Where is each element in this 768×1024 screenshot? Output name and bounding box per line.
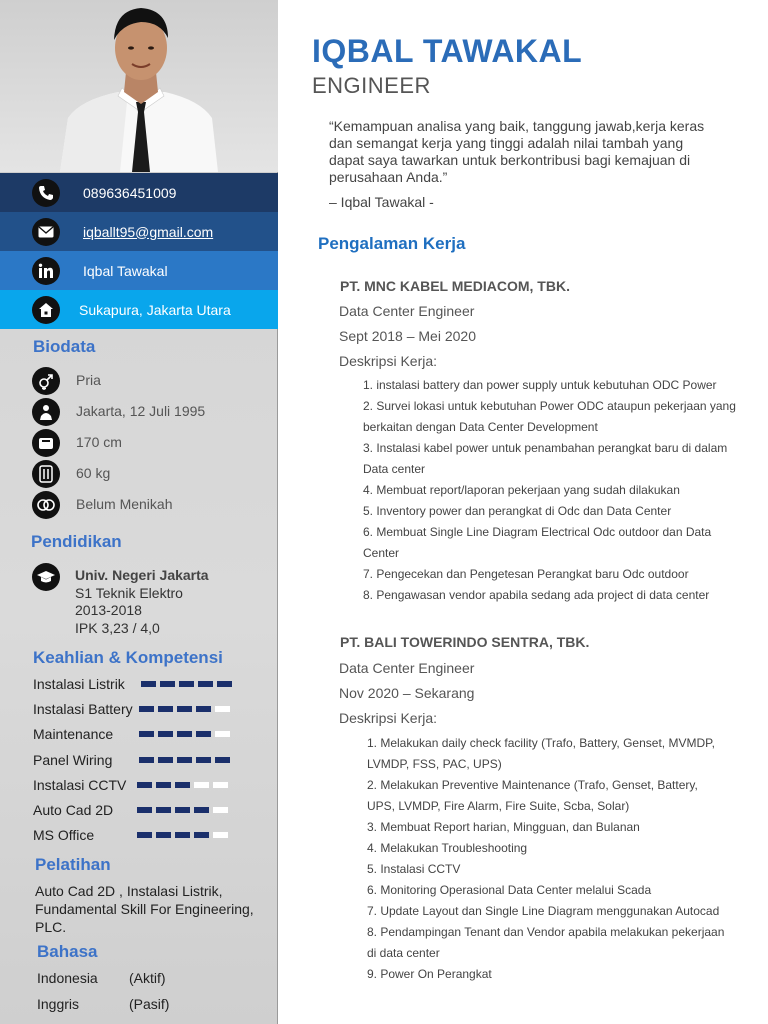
skill-name: Auto Cad 2D [33, 802, 114, 818]
skill-name: Instalasi CCTV [33, 777, 127, 793]
skill-level-bar [137, 832, 228, 838]
job-task: 2. Melakukan Preventive Maintenance (Trafo, Genset, Battery, UPS, LVMDP, Fire Alarm, Fire Suite, Scba, Solar) [367, 778, 698, 813]
linkedin-name: Iqbal Tawakal [83, 262, 168, 279]
job-task: 5. Instalasi CCTV [367, 862, 461, 876]
job-task: 3. Instalasi kabel power untuk penambahan perangkat baru di dalam Data center [363, 441, 728, 476]
skill-segment-filled [139, 731, 154, 737]
skill-level-bar [137, 782, 228, 788]
skill-level-bar [137, 807, 228, 813]
contact-email[interactable] [0, 212, 278, 251]
ruler-icon [32, 429, 60, 457]
education-entry [32, 563, 209, 636]
job-task: 4. Membuat report/laporan pekerjaan yang sudah dilakukan [363, 483, 680, 497]
job-task: 9. Power On Perangkat [367, 967, 492, 981]
skill-name: Panel Wiring [33, 752, 113, 768]
skill-segment-empty [213, 782, 228, 788]
skill-segment-filled [156, 807, 171, 813]
skills-title: Keahlian & Kompetensi [33, 648, 223, 667]
skill-segment-empty [213, 832, 228, 838]
skill-segment-filled [137, 782, 152, 788]
rings-icon [32, 491, 60, 519]
skill-segment-filled [215, 757, 230, 763]
education-major: S1 Teknik Elektro [75, 584, 183, 601]
training-text: Auto Cad 2D , Instalasi Listrik, Fundamental Skill For Engineering, PLC. [35, 883, 254, 935]
education-university: Univ. Negeri Jakarta [75, 567, 209, 583]
skill-segment-filled [196, 706, 211, 712]
language-name: Indonesia [37, 970, 98, 986]
skill-segment-filled [158, 757, 173, 763]
job-task: 8. Pendampingan Tenant dan Vendor apabila melakukan pekerjaan di data center [367, 925, 725, 960]
skill-name: Maintenance [33, 726, 114, 742]
job-task-list [367, 733, 727, 985]
skill-segment-filled [175, 782, 190, 788]
skill-segment-filled [175, 832, 190, 838]
job-task: 7. Update Layout dan Single Line Diagram menggunakan Autocad [367, 904, 720, 918]
job-task: 2. Survei lokasi untuk kebutuhan Power ODC ataupun pekerjaan yang berkaitan dengan Data Center Development [363, 399, 736, 434]
skill-segment-filled [196, 757, 211, 763]
contact-linkedin[interactable] [0, 251, 278, 290]
skill-segment-filled [156, 832, 171, 838]
training-title: Pelatihan [35, 855, 111, 874]
skill-segment-filled [198, 681, 213, 687]
skill-segment-filled [160, 681, 175, 687]
phone-icon [32, 179, 60, 207]
skill-segment-filled [177, 731, 192, 737]
job-task: 3. Membuat Report harian, Mingguan, dan Bulanan [367, 820, 640, 834]
job-company: PT. MNC KABEL MEDIACOM, TBK. [340, 278, 570, 294]
skill-segment-filled [177, 706, 192, 712]
skill-name: Instalasi Listrik [33, 676, 125, 692]
job-task-list [363, 375, 743, 606]
skill-segment-filled [158, 706, 173, 712]
skill-segment-filled [179, 681, 194, 687]
skill-level-bar [139, 757, 230, 763]
skill-segment-empty [215, 706, 230, 712]
skill-segment-filled [217, 681, 232, 687]
skill-segment-filled [139, 706, 154, 712]
skill-segment-filled [137, 832, 152, 838]
scale-icon [32, 460, 60, 488]
skill-segment-filled [139, 757, 154, 763]
skill-segment-filled [156, 782, 171, 788]
skill-segment-filled [158, 731, 173, 737]
skill-name: Instalasi Battery [33, 701, 133, 717]
biodata-weight: 60 kg [32, 460, 60, 488]
job-task: 7. Pengecekan dan Pengetesan Perangkat baru Odc outdoor [363, 567, 689, 581]
candidate-name: IQBAL TAWAKAL [312, 33, 583, 69]
skill-segment-empty [213, 807, 228, 813]
contact-address [0, 290, 278, 329]
job-period: Nov 2020 – Sekarang [339, 685, 475, 701]
job-period: Sept 2018 – Mei 2020 [339, 328, 476, 344]
language-name: Inggris [37, 996, 80, 1012]
skill-segment-filled [194, 807, 209, 813]
home-icon [32, 296, 60, 324]
biodata-gender: Pria [32, 367, 60, 395]
skill-segment-filled [137, 807, 152, 813]
quote-author: – Iqbal Tawakal - [329, 194, 434, 210]
language-level: (Aktif) [129, 970, 166, 986]
education-title: Pendidikan [31, 532, 122, 551]
job-position: Data Center Engineer [339, 660, 475, 676]
skill-level-bar [139, 731, 230, 737]
job-task: 1. Melakukan daily check facility (Trafo, Battery, Genset, MVMDP, LVMDP, FSS, PAC, UPS) [367, 736, 715, 771]
address-text: Sukapura, Jakarta Utara [79, 301, 231, 318]
skill-level-bar [139, 706, 230, 712]
job-task: 5. Inventory power dan perangkat di Odc dan Data Center [363, 504, 672, 518]
profile-photo [0, 0, 278, 172]
skill-segment-filled [177, 757, 192, 763]
experience-title: Pengalaman Kerja [318, 234, 466, 253]
job-desc-label: Deskripsi Kerja: [339, 353, 438, 369]
skill-segment-filled [196, 731, 211, 737]
skill-level-bar [141, 681, 232, 687]
education-years: 2013-2018 [75, 602, 142, 618]
skill-segment-filled [175, 807, 190, 813]
skill-segment-filled [141, 681, 156, 687]
sidebar [0, 0, 278, 1024]
job-task: 8. Pengawasan vendor apabila sedang ada project di data center [363, 588, 710, 602]
job-task: 4. Melakukan Troubleshooting [367, 841, 528, 855]
job-task: 1. instalasi battery dan power supply untuk kebutuhan ODC Power [363, 378, 717, 392]
language-level: (Pasif) [129, 996, 170, 1012]
candidate-title: ENGINEER [312, 73, 431, 98]
education-gpa: IPK 3,23 / 4,0 [75, 619, 160, 636]
phone-number: 089636451009 [83, 184, 177, 201]
linkedin-icon [32, 257, 60, 285]
skill-segment-empty [215, 731, 230, 737]
email-link[interactable]: iqballt95@gmail.com [83, 223, 214, 240]
biodata-height: 170 cm [32, 429, 60, 457]
graduation-cap-icon [32, 563, 60, 591]
skill-segment-filled [194, 832, 209, 838]
job-task: 6. Monitoring Operasional Data Center melalui Scada [367, 883, 652, 897]
biodata-birth: Jakarta, 12 Juli 1995 [32, 398, 60, 426]
contact-phone[interactable] [0, 173, 278, 212]
job-desc-label: Deskripsi Kerja: [339, 710, 438, 726]
job-position: Data Center Engineer [339, 303, 475, 319]
languages-title: Bahasa [37, 942, 98, 961]
skill-name: MS Office [33, 827, 95, 843]
job-task: 6. Membuat Single Line Diagram Electrical Odc outdoor dan Data Center [363, 525, 712, 560]
profile-quote: “Kemampuan analisa yang baik, tanggung jawab,kerja keras dan semangat kerja yang tinggi adalah nilai tambah yang dapat saya tawarkan untuk berkontribusi bagi kemajuan di perusahaan Anda.” [329, 118, 705, 185]
biodata-title: Biodata [33, 337, 96, 356]
person-location-icon [32, 398, 60, 426]
gender-icon [32, 367, 60, 395]
email-icon [32, 218, 60, 246]
job-company: PT. BALI TOWERINDO SENTRA, TBK. [340, 634, 590, 650]
skill-segment-empty [194, 782, 209, 788]
biodata-marital: Belum Menikah [32, 491, 60, 519]
